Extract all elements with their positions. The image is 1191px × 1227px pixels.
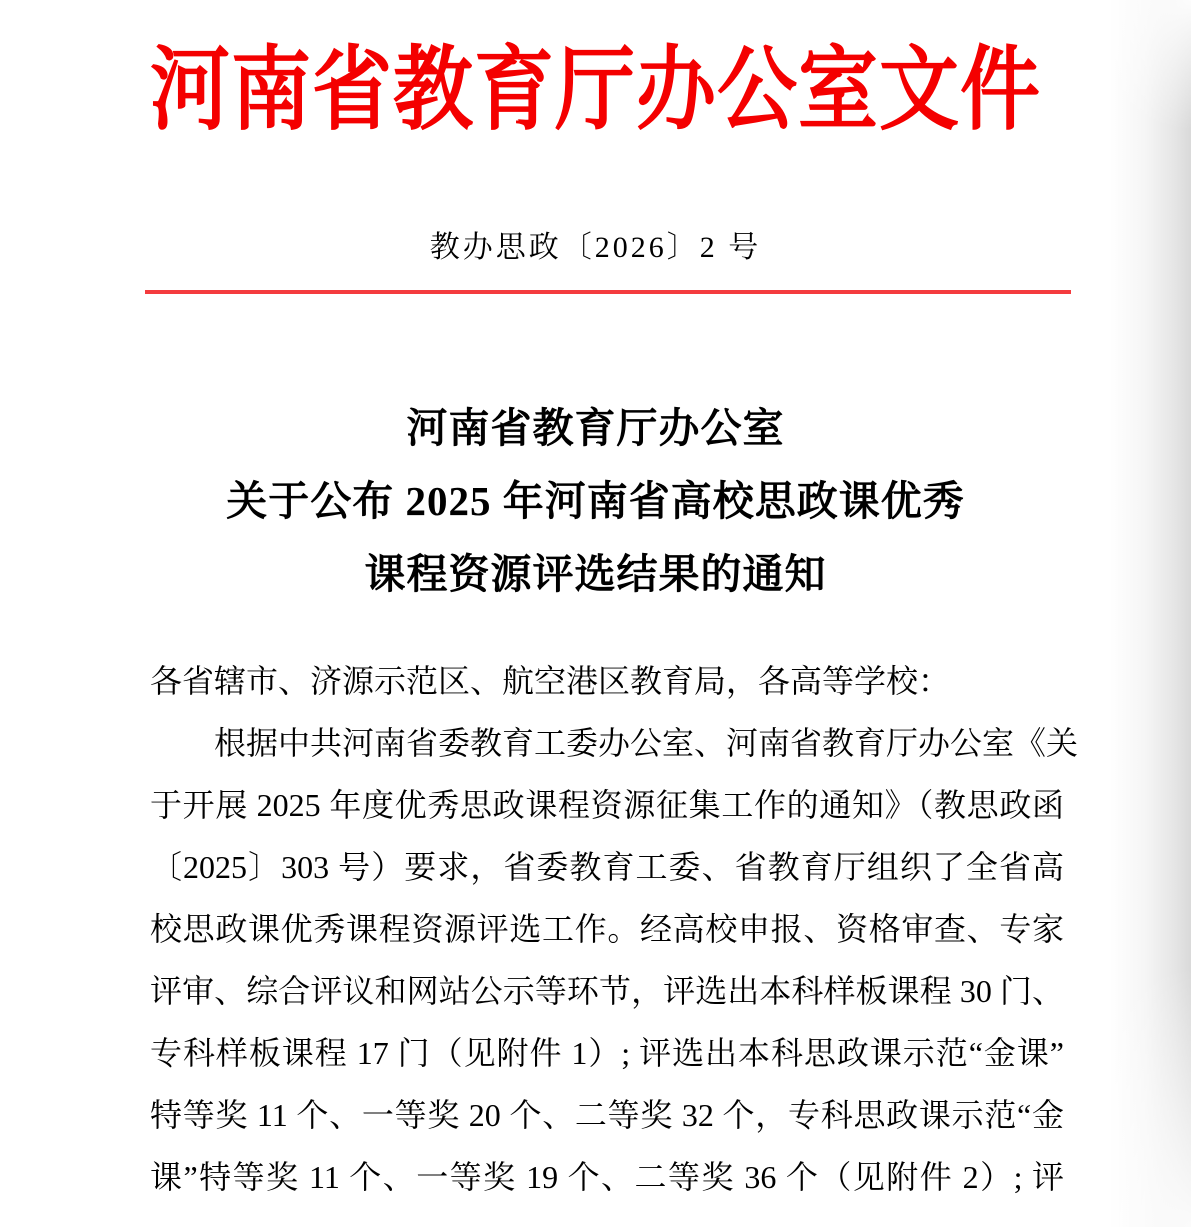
notice-title-line: 河南省教育厅办公室 (406, 405, 785, 451)
body-text-line: 根据中共河南省委教育工委办公室、河南省教育厅办公室《关 (214, 725, 1079, 761)
page-edge-shadow (1109, 0, 1191, 1227)
body-text-line: 校思政课优秀课程资源评选工作。经高校申报、资格审查、专家 (150, 911, 1064, 947)
body-text-line: 于开展 2025 年度优秀思政课程资源征集工作的通知》（教思政函 (150, 787, 1064, 823)
body-text-line: 〔2025〕303 号）要求，省委教育工委、省教育厅组织了全省高 (150, 849, 1064, 885)
notice-title-line: 课程资源评选结果的通知 (364, 551, 827, 597)
body-text-line: 专科样板课程 17 门（见附件 1）; 评选出本科思政课示范“金课” (150, 1035, 1064, 1071)
notice-body (150, 650, 1079, 1208)
agency-letterhead-title: 河南省教育厅办公室文件 (150, 41, 1041, 142)
body-text-line: 特等奖 11 个、一等奖 20 个、二等奖 32 个，专科思政课示范“金 (150, 1097, 1064, 1133)
salutation-line: 各省辖市、济源示范区、航空港区教育局，各高等学校： (150, 663, 951, 699)
notice-title-line: 关于公布 2025 年河南省高校思政课优秀 (226, 478, 965, 524)
document-reference-number: 教办思政〔2026〕2 号 (429, 231, 762, 264)
body-text-line: 评审、综合评议和网站公示等环节，评选出本科样板课程 30 门、 (150, 973, 1064, 1009)
red-divider-rule (145, 290, 1071, 294)
notice-title (0, 392, 1191, 611)
body-text-line: 课”特等奖 11 个、一等奖 19 个、二等奖 36 个（见附件 2）; 评 (150, 1159, 1064, 1195)
